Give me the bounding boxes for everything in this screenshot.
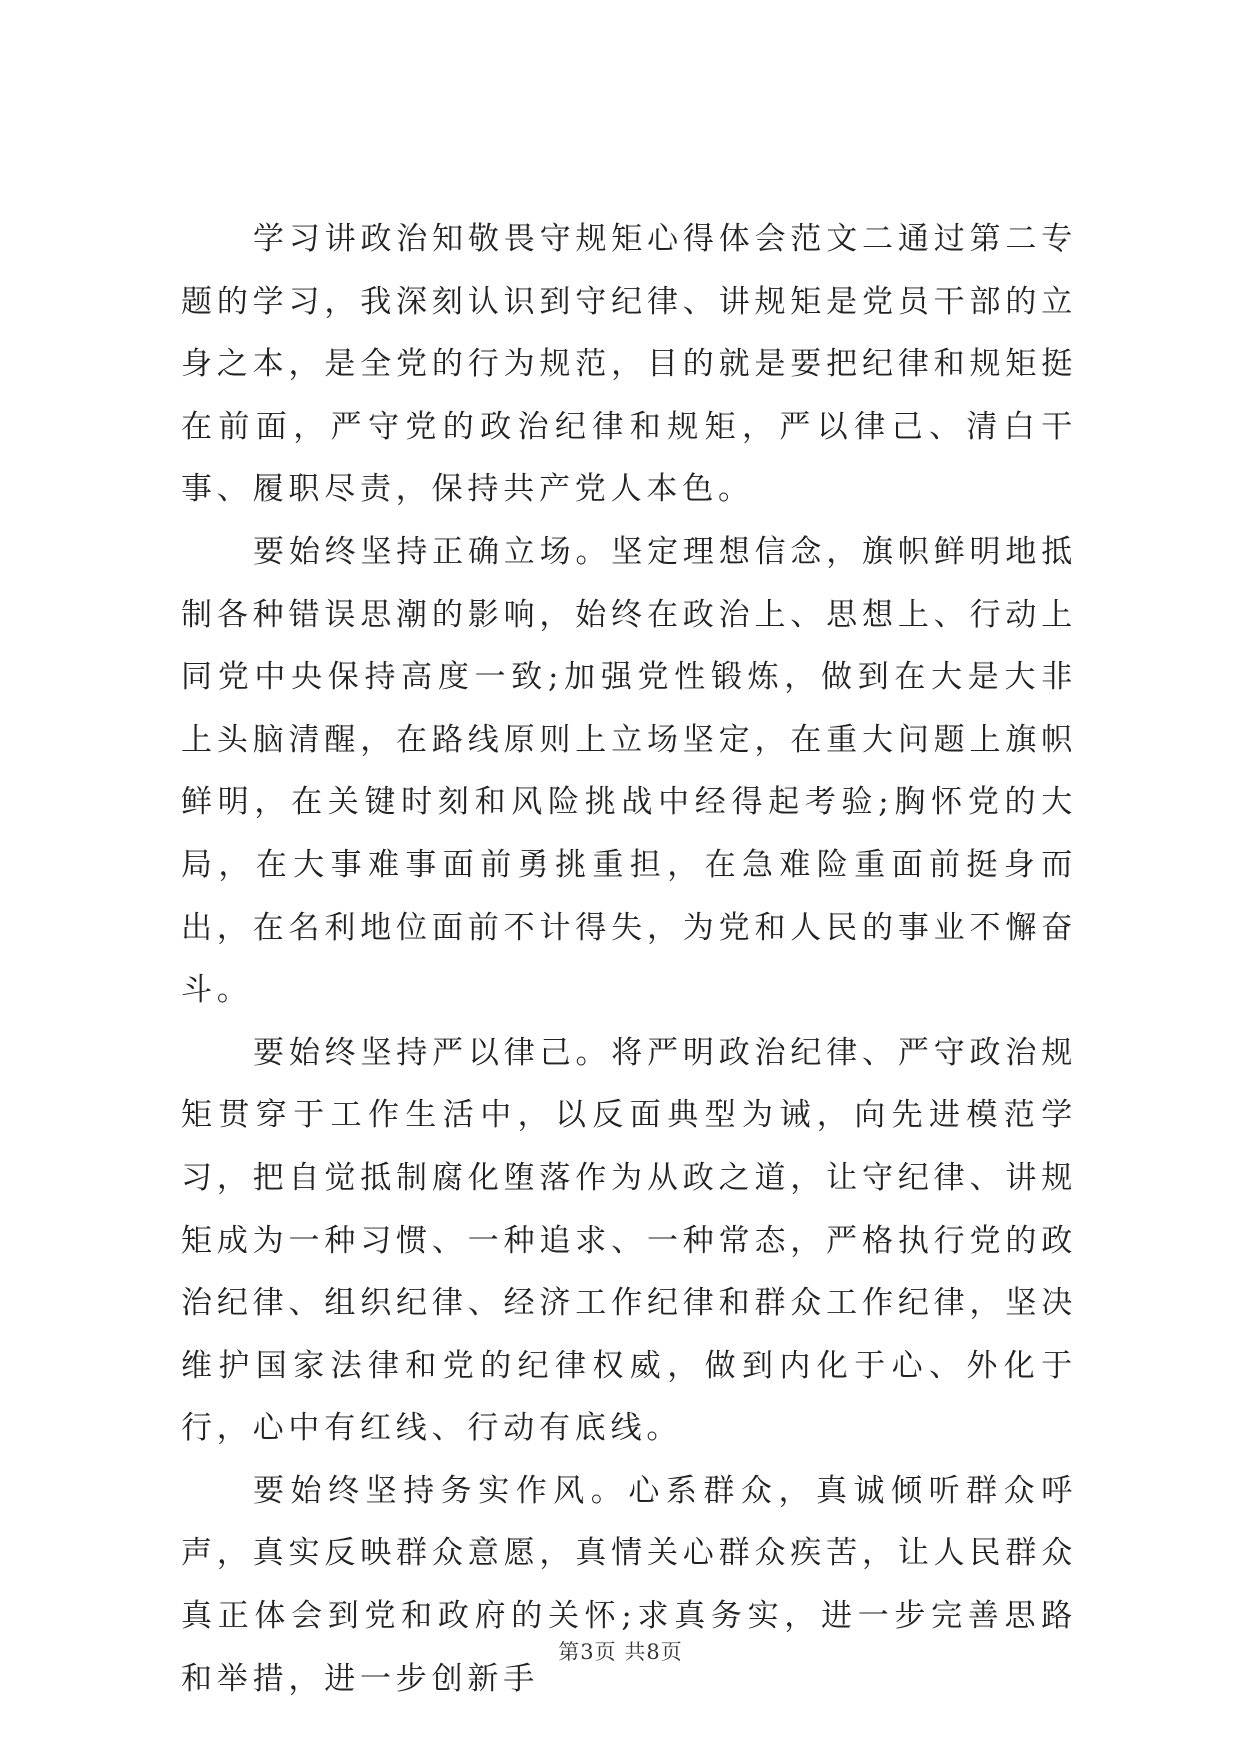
paragraph-3: 要始终坚持严以律己。将严明政治纪律、严守政治规矩贯穿于工作生活中，以反面典型为诫，向先进模范学习，把自觉抵制腐化堕落作为从政之道，让守纪律、讲规矩成为一种习惯、一种追求、一种常态，严格执行党的政治纪律、组织纪律、经济工作纪律和群众工作纪律，坚决维护国家法律和党的纪律权威，做到内化于心、外化于行，心中有红线、行动有底线。 <box>181 1034 1077 1447</box>
document-body <box>181 208 1077 1710</box>
paragraph-4: 要始终坚持务实作风。心系群众，真诚倾听群众呼声，真实反映群众意愿，真情关心群众疾苦，让人民群众真正体会到党和政府的关怀;求真务实，进一步完善思路和举措，进一步创新手 <box>181 1472 1077 1697</box>
page-number-footer: 第3页 共8页 <box>558 1640 683 1664</box>
paragraph-2: 要始终坚持正确立场。坚定理想信念，旗帜鲜明地抵制各种错误思潮的影响，始终在政治上、思想上、行动上同党中央保持高度一致;加强党性锻炼，做到在大是大非上头脑清醒，在路线原则上立场坚定，在重大问题上旗帜鲜明，在关键时刻和风险挑战中经得起考验;胸怀党的大局，在大事难事面前勇挑重担，在急难险重面前挺身而出，在名利地位面前不计得失，为党和人民的事业不懈奋斗。 <box>181 533 1077 1009</box>
paragraph-1: 学习讲政治知敬畏守规矩心得体会范文二通过第二专题的学习，我深刻认识到守纪律、讲规矩是党员干部的立身之本，是全党的行为规范，目的就是要把纪律和规矩挺在前面，严守党的政治纪律和规矩，严以律己、清白干事、履职尽责，保持共产党人本色。 <box>181 221 1077 508</box>
